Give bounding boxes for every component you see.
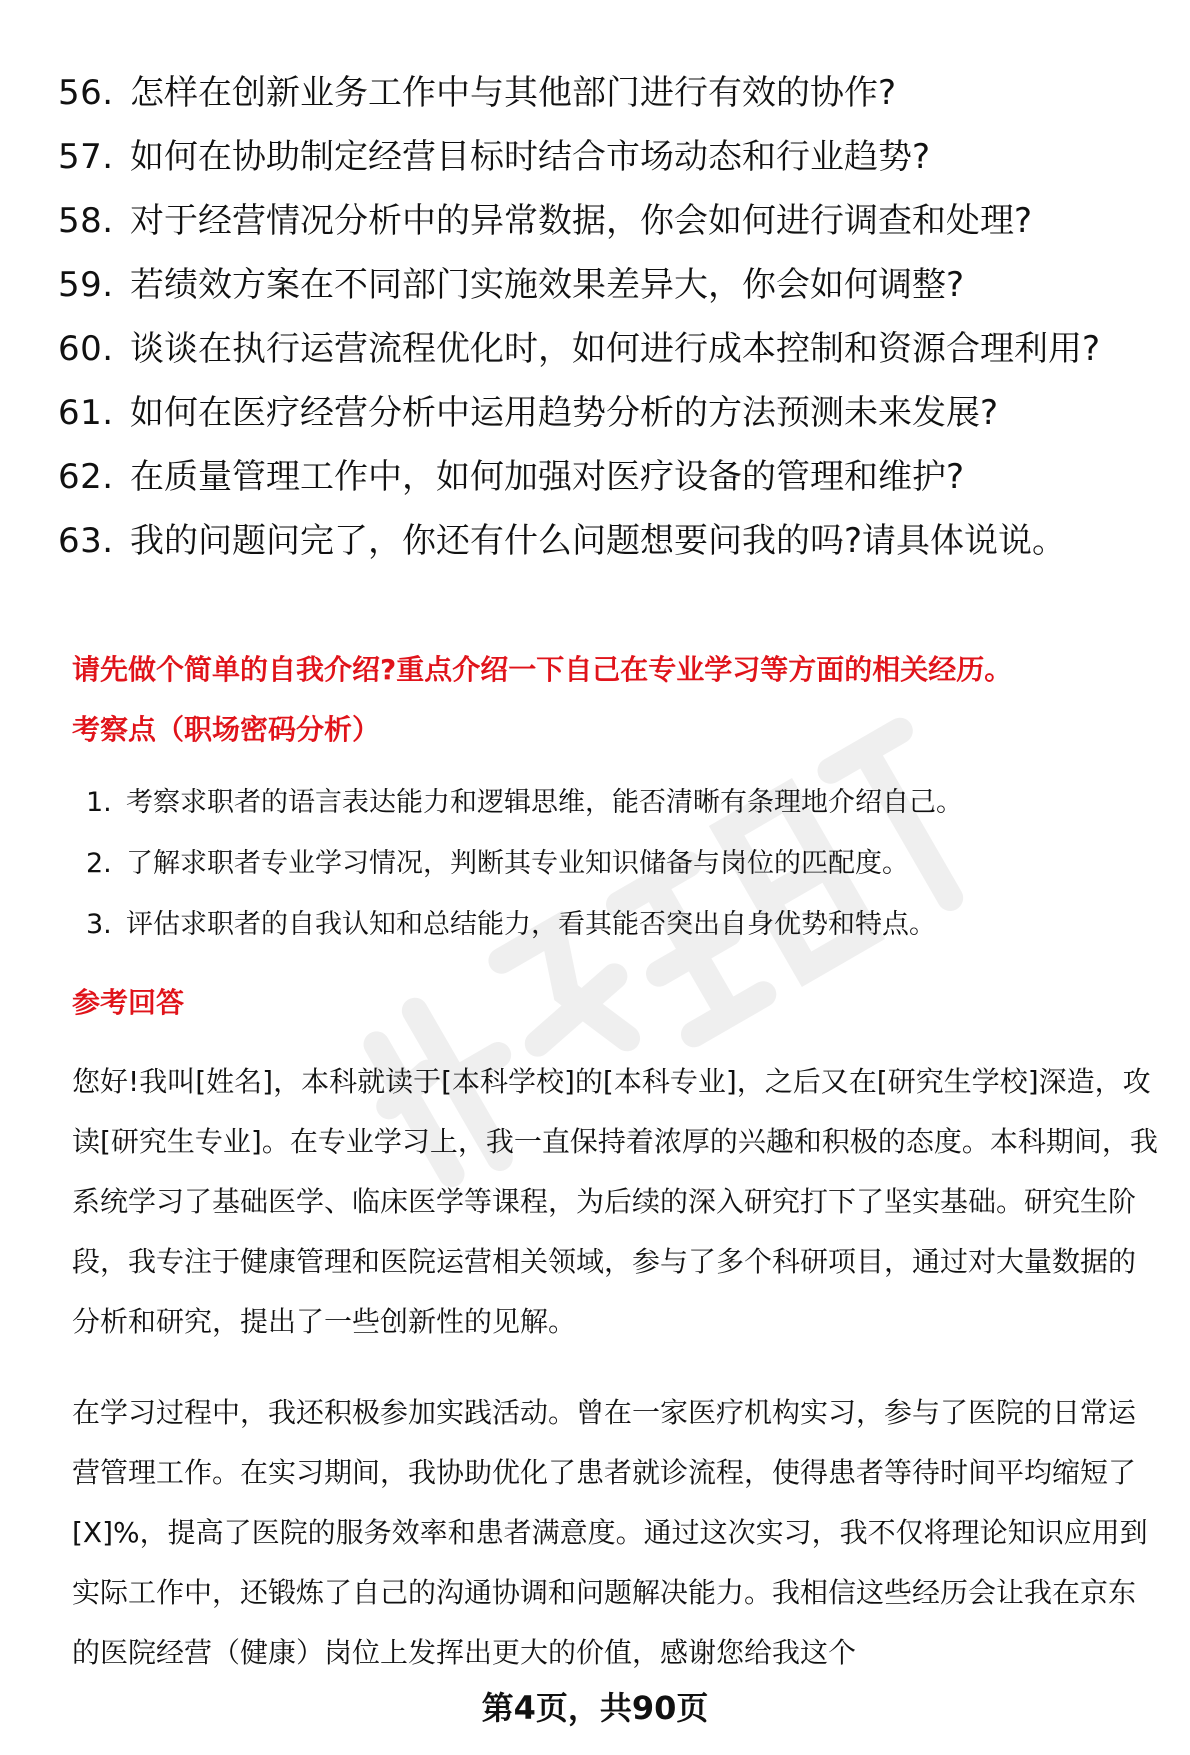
question-item	[58, 520, 1138, 563]
question-item	[58, 72, 1138, 115]
question-text: 在质量管理工作中，如何加强对医疗设备的管理和维护?	[130, 457, 965, 497]
point-text: 评估求职者的自我认知和总结能力，看其能否突出自身优势和特点。	[126, 909, 936, 940]
question-item	[58, 264, 1138, 307]
answer-paragraph: 在学习过程中，我还积极参加实践活动。曾在一家医疗机构实习，参与了医院的日常运营管理工作。在实习期间，我协助优化了患者就诊流程，使得患者等待时间平均缩短了[X]%，提高了医院的服务效率和患者满意度。通过这次实习，我不仅将理论知识应用到实际工作中，还锻炼了自己的沟通协调和问题解决能力。我相信这些经历会让我在京东的医院经营（健康）岗位上发挥出更大的价值，感谢您给我这个	[72, 1396, 1148, 1669]
question-number: 62.	[58, 457, 114, 497]
question-title: 请先做个简单的自我介绍?重点介绍一下自己在专业学习等方面的相关经历。	[72, 653, 1013, 686]
point-number: 3.	[86, 909, 112, 940]
question-text: 我的问题问完了，你还有什么问题想要问我的吗?请具体说说。	[130, 521, 1067, 561]
question-text: 若绩效方案在不同部门实施效果差异大，你会如何调整?	[130, 265, 965, 305]
page-number: 第4页，共90页	[481, 1689, 709, 1727]
question-number: 56.	[58, 73, 114, 113]
point-text: 考察求职者的语言表达能力和逻辑思维，能否清晰有条理地介绍自己。	[126, 787, 963, 818]
question-number: 60.	[58, 329, 114, 369]
question-text: 怎样在创新业务工作中与其他部门进行有效的协作?	[130, 73, 897, 113]
points-list	[86, 785, 1126, 968]
point-number: 2.	[86, 848, 112, 879]
question-number: 59.	[58, 265, 114, 305]
question-text: 谈谈在执行运营流程优化时，如何进行成本控制和资源合理利用?	[130, 329, 1101, 369]
question-item	[58, 200, 1138, 243]
points-title: 考察点（职场密码分析）	[72, 713, 381, 746]
point-item	[86, 785, 1126, 821]
question-text: 对于经营情况分析中的异常数据，你会如何进行调查和处理?	[130, 201, 1033, 241]
question-list	[58, 72, 1138, 584]
question-number: 61.	[58, 393, 114, 433]
question-item	[58, 328, 1138, 371]
question-number: 57.	[58, 137, 114, 177]
point-item	[86, 846, 1126, 882]
point-item	[86, 907, 1126, 943]
question-number: 63.	[58, 521, 114, 561]
point-text: 了解求职者专业学习情况，判断其专业知识储备与岗位的匹配度。	[126, 848, 909, 879]
question-text: 如何在医疗经营分析中运用趋势分析的方法预测未来发展?	[130, 393, 999, 433]
answer-paragraph: 您好!我叫[姓名]，本科就读于[本科学校]的[本科专业]，之后又在[研究生学校]深造，攻读[研究生专业]。在专业学习上，我一直保持着浓厚的兴趣和积极的态度。本科期间，我系统学习了基础医学、临床医学等课程，为后续的深入研究打下了坚实基础。研究生阶段，我专注于健康管理和医院运营相关领域，参与了多个科研项目，通过对大量数据的分析和研究，提出了一些创新性的见解。	[72, 1065, 1158, 1338]
question-item	[58, 456, 1138, 499]
point-number: 1.	[86, 787, 112, 818]
question-item	[58, 392, 1138, 435]
question-text: 如何在协助制定经营目标时结合市场动态和行业趋势?	[130, 137, 931, 177]
question-item	[58, 136, 1138, 179]
answer-title: 参考回答	[72, 986, 185, 1019]
question-number: 58.	[58, 201, 114, 241]
